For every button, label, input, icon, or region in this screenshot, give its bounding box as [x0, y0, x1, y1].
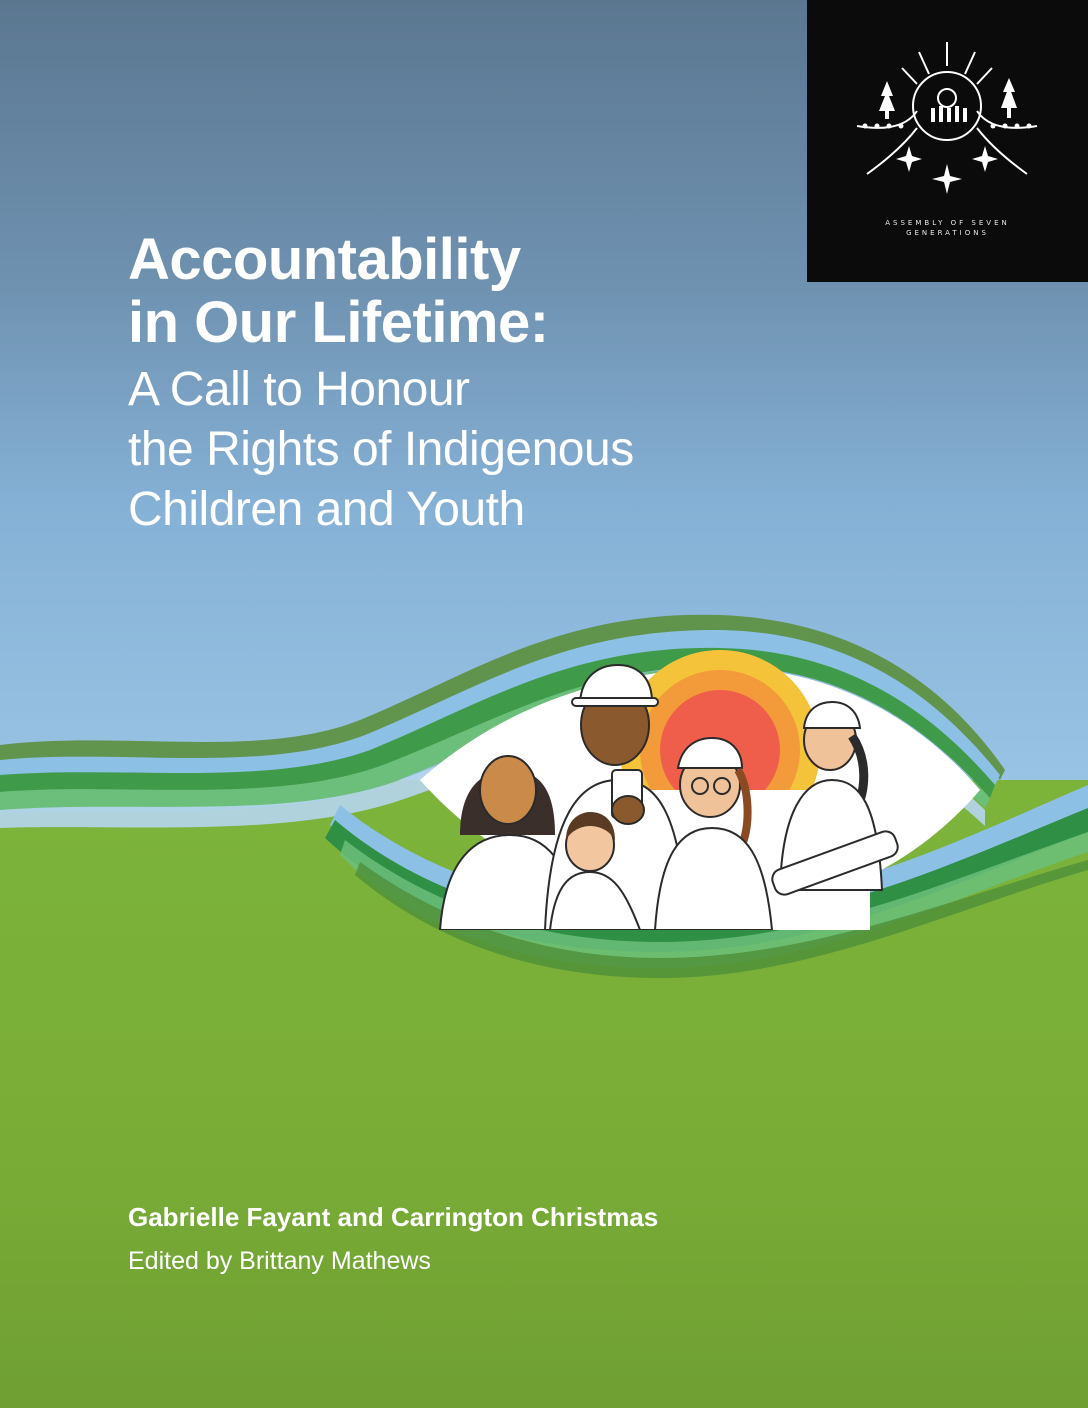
- organization-name-line2: GENERATIONS: [906, 229, 989, 237]
- authors: Gabrielle Fayant and Carrington Christmas: [128, 1202, 659, 1232]
- editor-credit: Edited by Brittany Mathews: [128, 1247, 431, 1275]
- organization-logo: [807, 0, 1088, 282]
- subtitle-line3: Children and Youth: [128, 483, 525, 536]
- sun-trees-community-icon: [847, 36, 1047, 216]
- organization-name-line1: ASSEMBLY OF SEVEN: [885, 219, 1010, 227]
- report-title: [128, 228, 768, 354]
- title-line1: Accountability: [128, 227, 521, 292]
- report-subtitle: [128, 360, 768, 540]
- subtitle-line1: A Call to Honour: [128, 363, 470, 416]
- subtitle-line2: the Rights of Indigenous: [128, 423, 634, 476]
- community-illustration: [420, 640, 980, 930]
- organization-name: [807, 218, 1088, 238]
- title-block: [128, 228, 768, 540]
- title-line2: in Our Lifetime:: [128, 290, 549, 355]
